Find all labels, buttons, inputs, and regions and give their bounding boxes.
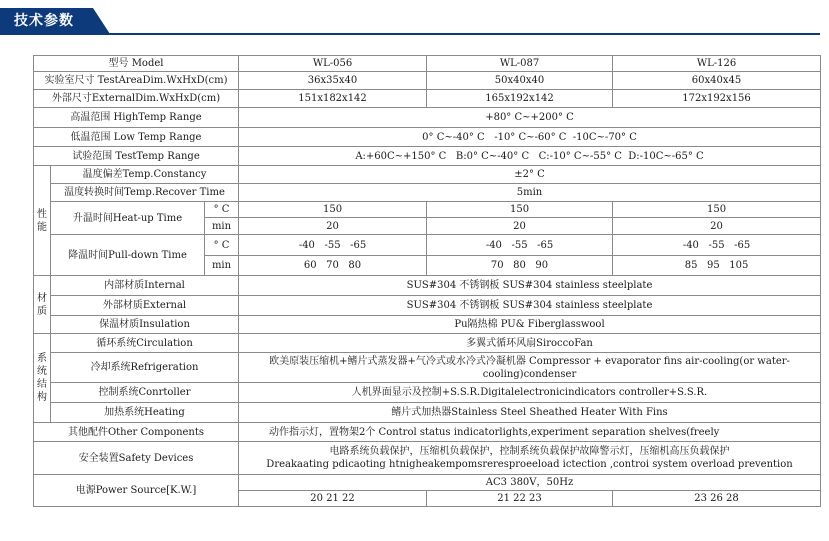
pulldown-temp-1: -40 -55 -65 (239, 235, 427, 256)
recover-value: 5min (239, 184, 821, 202)
group-performance-char-2: 能 (37, 221, 47, 233)
test-temp-label: 试验范围 TestTemp Range (34, 147, 239, 166)
refrigeration-label: 冷却系统Refrigeration (51, 353, 239, 383)
heating-value: 鳍片式加热器Stainless Steel Sheathed Heater With Fins (239, 403, 821, 423)
table-row-external (34, 296, 821, 316)
table-row-pulldown-temp (34, 235, 821, 256)
heatup-unit-temp: ° C (205, 202, 239, 218)
other-value: 动作指示灯，置物架2个 Control status indicatorlights,experiment separation shelves(freely (239, 423, 821, 442)
test-area-2: 50x40x40 (427, 72, 613, 90)
spec-table (33, 55, 821, 507)
section-header (0, 0, 829, 42)
table-row-model (34, 56, 821, 72)
model-2: WL-087 (427, 56, 613, 72)
pulldown-min-1: 60 70 80 (239, 256, 427, 276)
group-material-char-1: 材 (37, 292, 47, 304)
table-row-refrigeration (34, 353, 821, 383)
model-1: WL-056 (239, 56, 427, 72)
table-row-low-temp (34, 128, 821, 147)
table-row-insulation (34, 316, 821, 334)
heatup-temp-1: 150 (239, 202, 427, 218)
heatup-label: 升温时间Heat-up Time (51, 202, 205, 235)
safety-line-en: Dreakaating pdicaoting htnigheakempomsreresproeeload ictection ,controi system overload prevention (266, 459, 793, 470)
power-value-2: 21 22 23 (427, 491, 613, 507)
heatup-min-2: 20 (427, 218, 613, 235)
pulldown-unit-min: min (205, 256, 239, 276)
pulldown-min-3: 85 95 105 (613, 256, 821, 276)
table-row-other (34, 423, 821, 442)
external-dim-label: 外部尺寸ExternalDim.WxHxD(cm) (34, 90, 239, 108)
circulation-value: 多翼式循环风扇SiroccoFan (239, 334, 821, 353)
external-dim-1: 151x182x142 (239, 90, 427, 108)
table-row-power-voltage (34, 475, 821, 491)
group-system-char-2: 统 (37, 366, 47, 377)
group-performance-char-1: 性 (37, 208, 47, 220)
external-label: 外部材质External (51, 296, 239, 316)
pulldown-min-2: 70 80 90 (427, 256, 613, 276)
group-material (34, 276, 51, 334)
insulation-value: Pu隔热棉 PU& Fiberglasswool (239, 316, 821, 334)
internal-value: SUS#304 不锈钢板 SUS#304 stainless steelplate (239, 276, 821, 296)
heatup-temp-2: 150 (427, 202, 613, 218)
power-voltage: AC3 380V，50Hz (239, 475, 821, 491)
test-area-label: 实验室尺寸 TestAreaDim.WxHxD(cm) (34, 72, 239, 90)
external-dim-2: 165x192x142 (427, 90, 613, 108)
group-system-char-1: 系 (37, 353, 47, 364)
insulation-label: 保温材质Insulation (51, 316, 239, 334)
pulldown-label: 降温时间Pull-down Time (51, 235, 205, 276)
power-value-3: 23 26 28 (613, 491, 821, 507)
table-row-test-area (34, 72, 821, 90)
group-system-char-4: 构 (37, 392, 47, 403)
table-row-heatup-temp (34, 202, 821, 218)
low-temp-label: 低温范围 Low Temp Range (34, 128, 239, 147)
recover-label: 温度转换时间Temp.Recover Time (51, 184, 239, 202)
power-label: 电源Power Source[K.W.] (34, 475, 239, 507)
group-system-char-3: 结 (37, 379, 47, 390)
safety-line-cn: 电路系统负载保护，压缩机负载保护，控制系统负载保护故障警示灯，压缩机高压负载保护 (329, 446, 730, 457)
high-temp-value: +80° C~+200° C (239, 108, 821, 128)
controller-value: 人机界面显示及控制+S.S.R.Digitalelectronicindicators controller+S.S.R. (239, 383, 821, 403)
external-value: SUS#304 不锈钢板 SUS#304 stainless steelplate (239, 296, 821, 316)
refrigeration-value: 欧美原装压缩机+鳍片式蒸发器+气冷式或水冷式冷凝机器 Compressor + evaporator fins air-cooling(or water-cooling)condenser (239, 353, 821, 383)
table-row-recover (34, 184, 821, 202)
table-row-external-dim (34, 90, 821, 108)
table-row-high-temp (34, 108, 821, 128)
test-area-3: 60x40x45 (613, 72, 821, 90)
table-row-internal (34, 276, 821, 296)
heatup-unit-min: min (205, 218, 239, 235)
internal-label: 内部材质Internal (51, 276, 239, 296)
group-performance (34, 166, 51, 276)
table-row-test-temp (34, 147, 821, 166)
table-row-heating (34, 403, 821, 423)
table-row-safety (34, 442, 821, 475)
heating-label: 加热系统Heating (51, 403, 239, 423)
pulldown-temp-2: -40 -55 -65 (427, 235, 613, 256)
circulation-label: 循环系统Circulation (51, 334, 239, 353)
test-temp-value: A:+60C~+150° C B:0° C~-40° C C:-10° C~-55° C D:-10C~-65° C (239, 147, 821, 166)
table-row-circulation (34, 334, 821, 353)
heatup-temp-3: 150 (613, 202, 821, 218)
section-title: 技术参数 (14, 13, 74, 29)
safety-label: 安全装置Safety Devices (34, 442, 239, 475)
power-value-1: 20 21 22 (239, 491, 427, 507)
model-3: WL-126 (613, 56, 821, 72)
group-material-char-2: 质 (37, 305, 47, 317)
table-row-constancy (34, 166, 821, 184)
constancy-value: ±2° C (239, 166, 821, 184)
pulldown-unit-temp: ° C (205, 235, 239, 256)
other-label: 其他配件Other Components (34, 423, 239, 442)
constancy-label: 温度偏差Temp.Constancy (51, 166, 239, 184)
safety-value (239, 442, 821, 475)
heatup-min-3: 20 (613, 218, 821, 235)
heatup-min-1: 20 (239, 218, 427, 235)
high-temp-label: 高温范围 HighTemp Range (34, 108, 239, 128)
model-label: 型号 Model (34, 56, 239, 72)
low-temp-value: 0° C~-40° C -10° C~-60° C -10C~-70° C (239, 128, 821, 147)
pulldown-temp-3: -40 -55 -65 (613, 235, 821, 256)
header-divider (0, 33, 820, 35)
test-area-1: 36x35x40 (239, 72, 427, 90)
table-row-controller (34, 383, 821, 403)
external-dim-3: 172x192x156 (613, 90, 821, 108)
group-system (34, 334, 51, 423)
controller-label: 控制系统Conrtoller (51, 383, 239, 403)
